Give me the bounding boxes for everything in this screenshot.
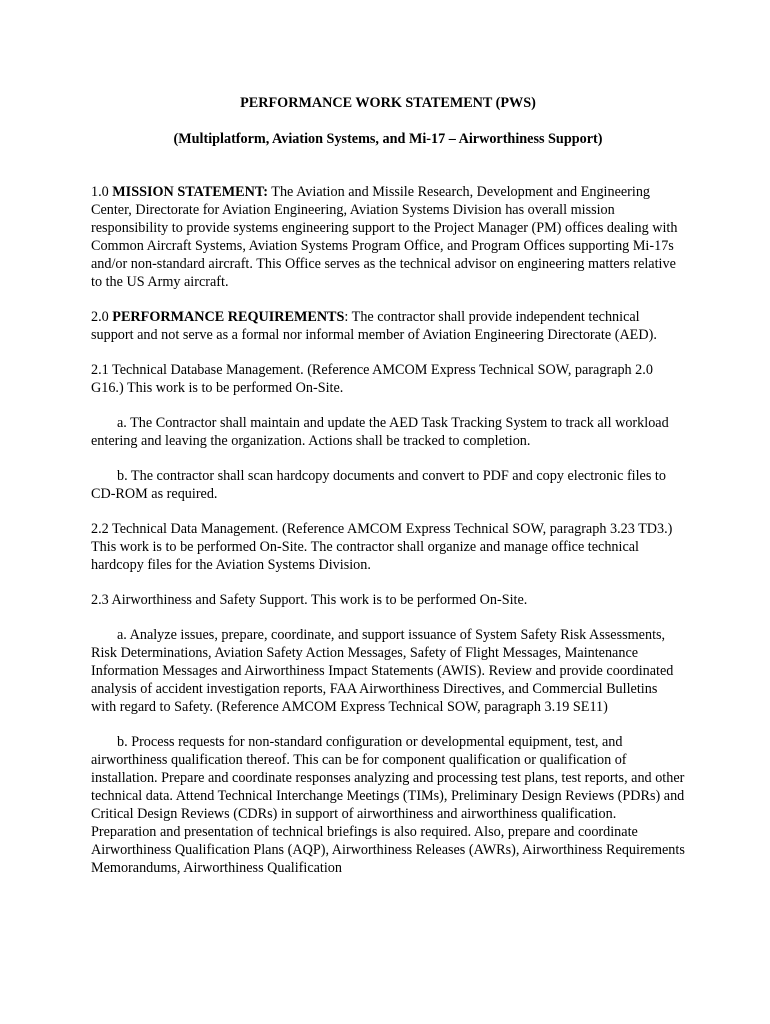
section-2-heading: PERFORMANCE REQUIREMENTS [112,309,345,325]
section-2-number: 2.0 [91,309,113,325]
section-2-3-item-a: a. Analyze issues, prepare, coordinate, and support issuance of System Safety Risk Assessments, Risk Determinations, Aviation Safety Action Messages, Safety of Flight Messages, Maintenance Information Messages and Airworthiness Impact Statements (AWIS). Review and provide coordinated analysis of accident investigation reports, FAA Airworthiness Directives, and Commercial Bulletins with regard to Safety. (Reference AMCOM Express Technical SOW, paragraph 3.19 SE11) [91,627,674,715]
section-2-body: : The contractor shall provide independent technical support and not serve as a formal nor informal member of Aviation Engineering Directorate (AED). [91,309,657,343]
section-1-mission-statement [91,183,685,291]
section-1-heading: MISSION STATEMENT: [112,184,268,200]
document-body [91,94,685,877]
section-2-performance-requirements [91,308,685,344]
section-2-2-technical-data: 2.2 Technical Data Management. (Reference AMCOM Express Technical SOW, paragraph 3.23 TD3.) This work is to be performed On-Site. The contractor shall organize and manage office technical hardcopy files for the Aviation Systems Division. [91,521,673,573]
section-2-1-item-b: b. The contractor shall scan hardcopy documents and convert to PDF and copy electronic files to CD-ROM as required. [91,468,666,502]
document-subtitle: (Multiplatform, Aviation Systems, and Mi-17 – Airworthiness Support) [173,131,603,147]
section-2-3-airworthiness-safety: 2.3 Airworthiness and Safety Support. This work is to be performed On-Site. [91,592,528,608]
document-title: PERFORMANCE WORK STATEMENT (PWS) [240,95,536,111]
section-1-body: The Aviation and Missile Research, Development and Engineering Center, Directorate for Aviation Engineering, Aviation Systems Division has overall mission responsibility to provide systems engineering support to the Project Manager (PM) offices dealing with Common Aircraft Systems, Aviation Systems Program Office, and Program Offices supporting Mi-17s and/or non-standard aircraft. This Office serves as the technical advisor on engineering matters relative to the US Army aircraft. [91,184,678,290]
section-2-1-technical-database: 2.1 Technical Database Management. (Reference AMCOM Express Technical SOW, paragraph 2.0 G16.) This work is to be performed On-Site. [91,362,653,396]
section-2-1-item-a: a. The Contractor shall maintain and update the AED Task Tracking System to track all workload entering and leaving the organization. Actions shall be tracked to completion. [91,415,669,449]
section-2-3-item-b: b. Process requests for non-standard configuration or developmental equipment, test, and airworthiness qualification thereof. This can be for component qualification or qualification of installation. Prepare and coordinate responses analyzing and processing test plans, test reports, and other technical data. Attend Technical Interchange Meetings (TIMs), Preliminary Design Reviews (PDRs) and Critical Design Reviews (CDRs) in support of airworthiness and airworthiness qualification. Preparation and presentation of technical briefings is also required. Also, prepare and coordinate Airworthiness Qualification Plans (AQP), Airworthiness Releases (AWRs), Airworthiness Requirements Memorandums, Airworthiness Qualification [91,734,685,876]
section-1-number: 1.0 [91,184,113,200]
